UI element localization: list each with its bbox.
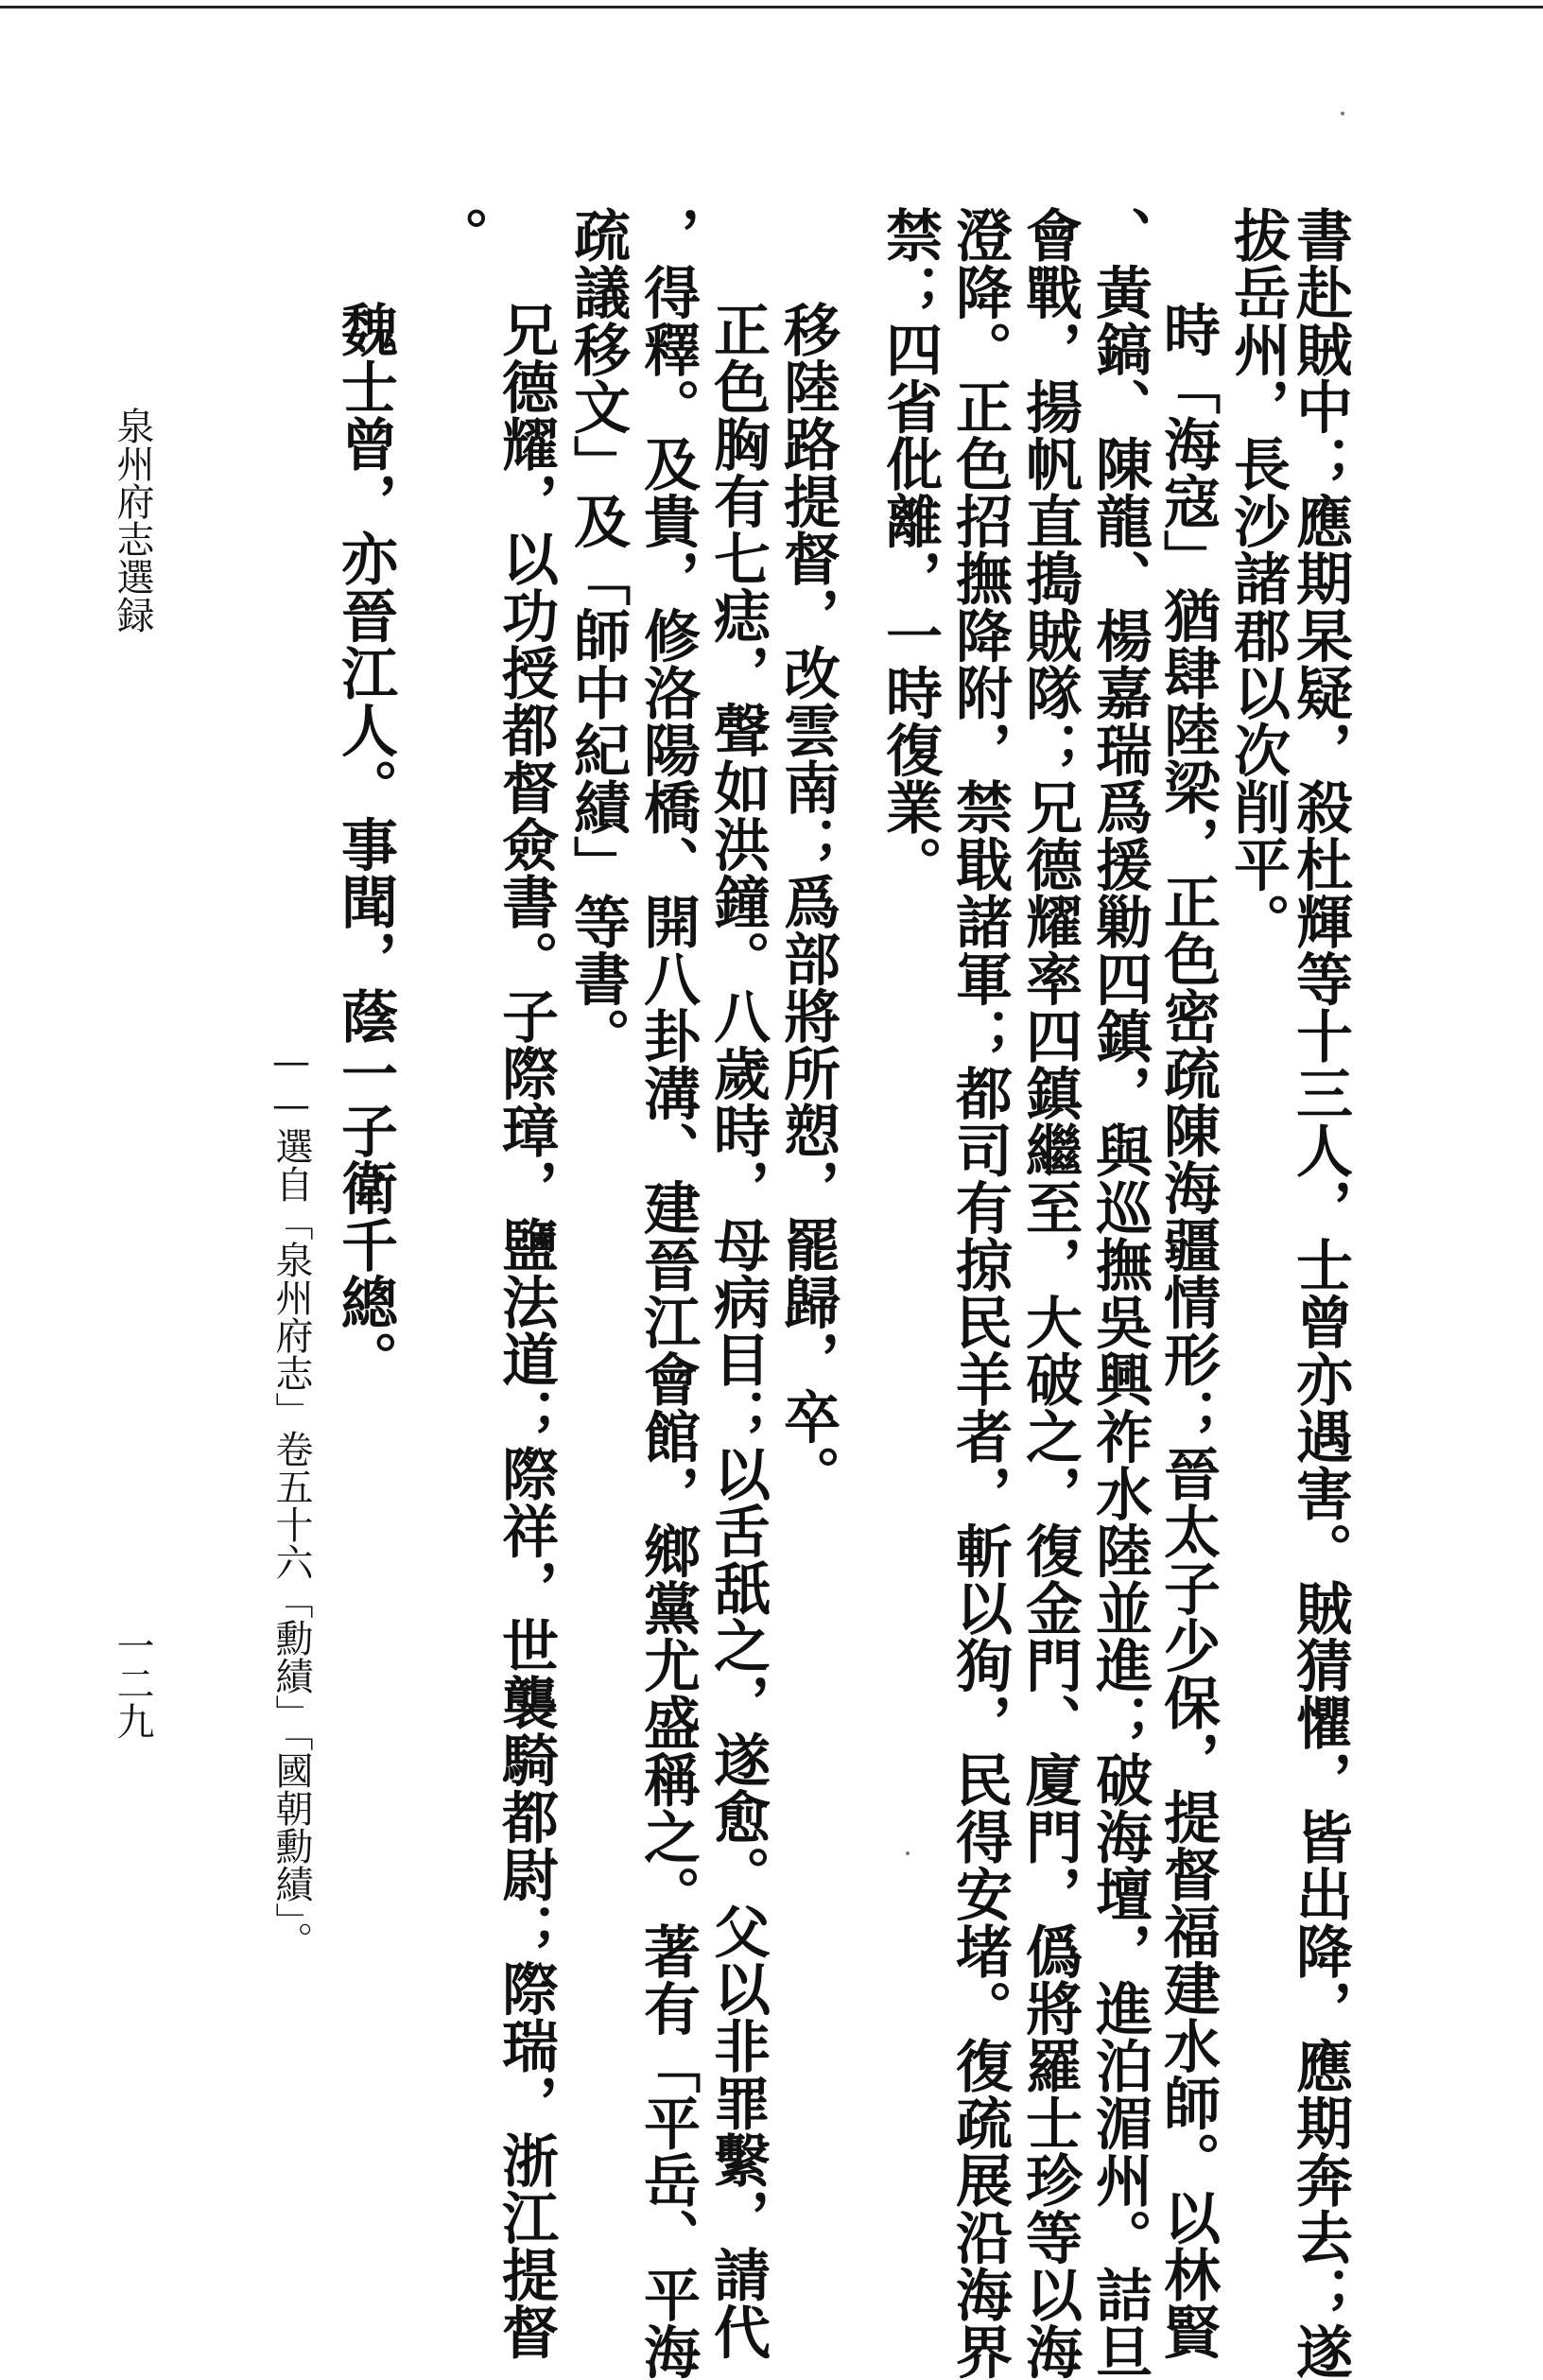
text-column-6: 澄降。正色招撫降附，禁戢諸軍；都司有掠民羊者，斬以狥，民得安堵。復疏展沿海界 <box>946 206 1013 2380</box>
text-column-11: 疏議移文」及「師中紀績」等書。 <box>564 206 631 1065</box>
text-column-7: 禁；四省仳離，一時復業。 <box>876 206 943 893</box>
text-column-4: 、黃鎬、陳龍、楊嘉瑞爲援勦四鎮，與巡撫吳興祚水陸並進；破海壇，進泊湄州。詰旦 <box>1086 206 1153 2380</box>
text-column-14: 魏士曾，亦晉江人。事聞，蔭一子衛千總。 <box>332 301 398 1388</box>
text-column-10: ，得釋。及貴，修洛陽橋、開八卦溝、建晉江會館，鄉黨尤盛稱之。著有「平岳、平海 <box>634 206 701 2380</box>
text-column-2: 拔岳州，長沙諸郡以次削平。 <box>1224 206 1291 950</box>
text-column-3: 時「海寇」猶肆陸梁，正色密疏陳海疆情形；晉太子少保，提督福建水師。以林賢 <box>1154 301 1221 2360</box>
text-column-9: 正色胸有七痣，聲如洪鐘。八歲時，母病目；以舌舐之，遂愈。父以非罪繫，請代 <box>704 301 771 2360</box>
text-column-12: 兄德耀，以功授都督僉書。子際璋，鹽法道；際祥，世襲騎都尉；際瑞，浙江提督 <box>493 301 559 2360</box>
text-column-5: 會戰，揚帆直搗賊隊；兄德耀率四鎮繼至，大破之，復金門、廈門，僞將羅士珍等以海 <box>1016 206 1083 2380</box>
scan-speck <box>1341 112 1344 115</box>
text-column-1: 書赴賊中；應期杲疑，殺杜輝等十三人，士曾亦遇害。賊猜懼，皆出降，應期奔去；遂 <box>1287 206 1353 2380</box>
top-border-line <box>0 6 1543 9</box>
source-citation: ——選自「泉州府志」卷五十六「勳績」「國朝勳績」。 <box>269 1040 313 1959</box>
scan-speck <box>906 1851 910 1855</box>
text-column-13: 。 <box>423 206 489 264</box>
text-column-8: 移陸路提督，改雲南；爲部將所愬，罷歸，卒。 <box>774 301 841 1503</box>
page-number: 一二九 <box>111 1626 154 1740</box>
running-title: 泉州府志選録 <box>111 407 154 634</box>
